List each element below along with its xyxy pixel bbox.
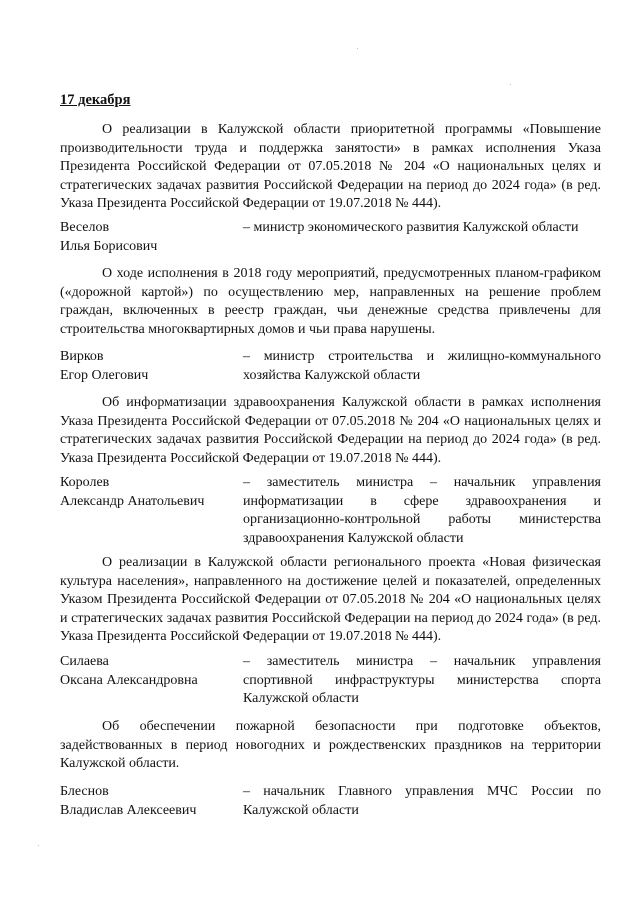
scan-speck (510, 84, 511, 85)
agenda-topic-2: О ходе исполнения в 2018 году мероприятий, предусмотренных планом-графиком («дорожной картой») по осуществлению мер, направленных на решение проблем граждан, включенных в реестр граждан, чьи денежные средства привлечены для строительства многоквартирных домов и чьи права нарушены. (60, 266, 601, 337)
speaker-row-1 (60, 219, 601, 257)
scan-speck (357, 48, 358, 49)
speaker-person-5 (60, 783, 240, 820)
meeting-date: 17 декабря (60, 92, 131, 108)
speaker-role: – заместитель министра – начальник управления спортивной инфраструктуры министерства спорта Калужской области (243, 654, 601, 707)
agenda-topic-1: О реализации в Калужской области приоритетной программы «Повышение производительности труда и поддержка занятости» в рамках исполнения Указа Президента Российской Федерации от 07.05.2018 № 204 «О национальных целях и стратегических задачах развития Российской Федерации на период до 2024 года» (в ред. Указа Президента Российской Федерации от 19.07.2018 № 444). (60, 122, 601, 212)
speaker-surname: Вирков (60, 349, 104, 364)
speaker-given-name: Владислав Алексеевич (60, 802, 197, 818)
speaker-surname: Блеснов (60, 784, 109, 799)
speaker-surname: Силаева (60, 654, 109, 669)
agenda-topic-5: Об обеспечении пожарной безопасности при подготовке объектов, задействованных в период новогодних и рождественских праздников на территории Калужской области. (60, 719, 601, 772)
speaker-role: – министр экономического развития Калужской области (243, 220, 579, 235)
speaker-surname: Королев (60, 475, 110, 490)
speaker-row-4 (60, 653, 601, 709)
speaker-row-2 (60, 348, 601, 386)
speaker-role: – заместитель министра – начальник управления информатизации в сфере здравоохранения и организационно-контрольной работы министерства здравоохранения Калужской области (243, 475, 601, 546)
speaker-given-name: Илья Борисович (60, 238, 158, 254)
scan-speck (38, 845, 39, 846)
speaker-given-name: Александр Анатольевич (60, 493, 205, 509)
speaker-person-4 (60, 653, 240, 690)
agenda-topic-4: О реализации в Калужской области регионального проекта «Новая физическая культура населения», направленного на достижение целей и показателей, определенных Указом Президента Российской Федерации от 07.05.2018 № 204 «О национальных целях и стратегических задачах развития Российской Федерации на период до 2024 года» (в ред. Указа Президента Российской Федерации от 19.07.2018 № 444). (60, 555, 601, 645)
speaker-person-2 (60, 348, 240, 385)
speaker-given-name: Егор Олегович (60, 367, 149, 383)
speaker-role: – министр строительства и жилищно-коммунального хозяйства Калужской области (243, 349, 601, 383)
speaker-person-3 (60, 474, 240, 511)
speaker-person-1 (60, 219, 240, 256)
speaker-role: – начальник Главного управления МЧС России по Калужской области (243, 784, 601, 818)
speaker-surname: Веселов (60, 220, 110, 235)
speaker-row-3 (60, 474, 601, 550)
speaker-given-name: Оксана Александровна (60, 672, 198, 688)
agenda-topic-3: Об информатизации здравоохранения Калужской области в рамках исполнения Указа Президента Российской Федерации от 07.05.2018 № 204 «О национальных целях и стратегических задачах развития Российской Федерации на период до 2024 года» (в ред. Указа Президента Российской Федерации от 19.07.2018 № 444). (60, 395, 601, 466)
speaker-row-5 (60, 783, 601, 821)
